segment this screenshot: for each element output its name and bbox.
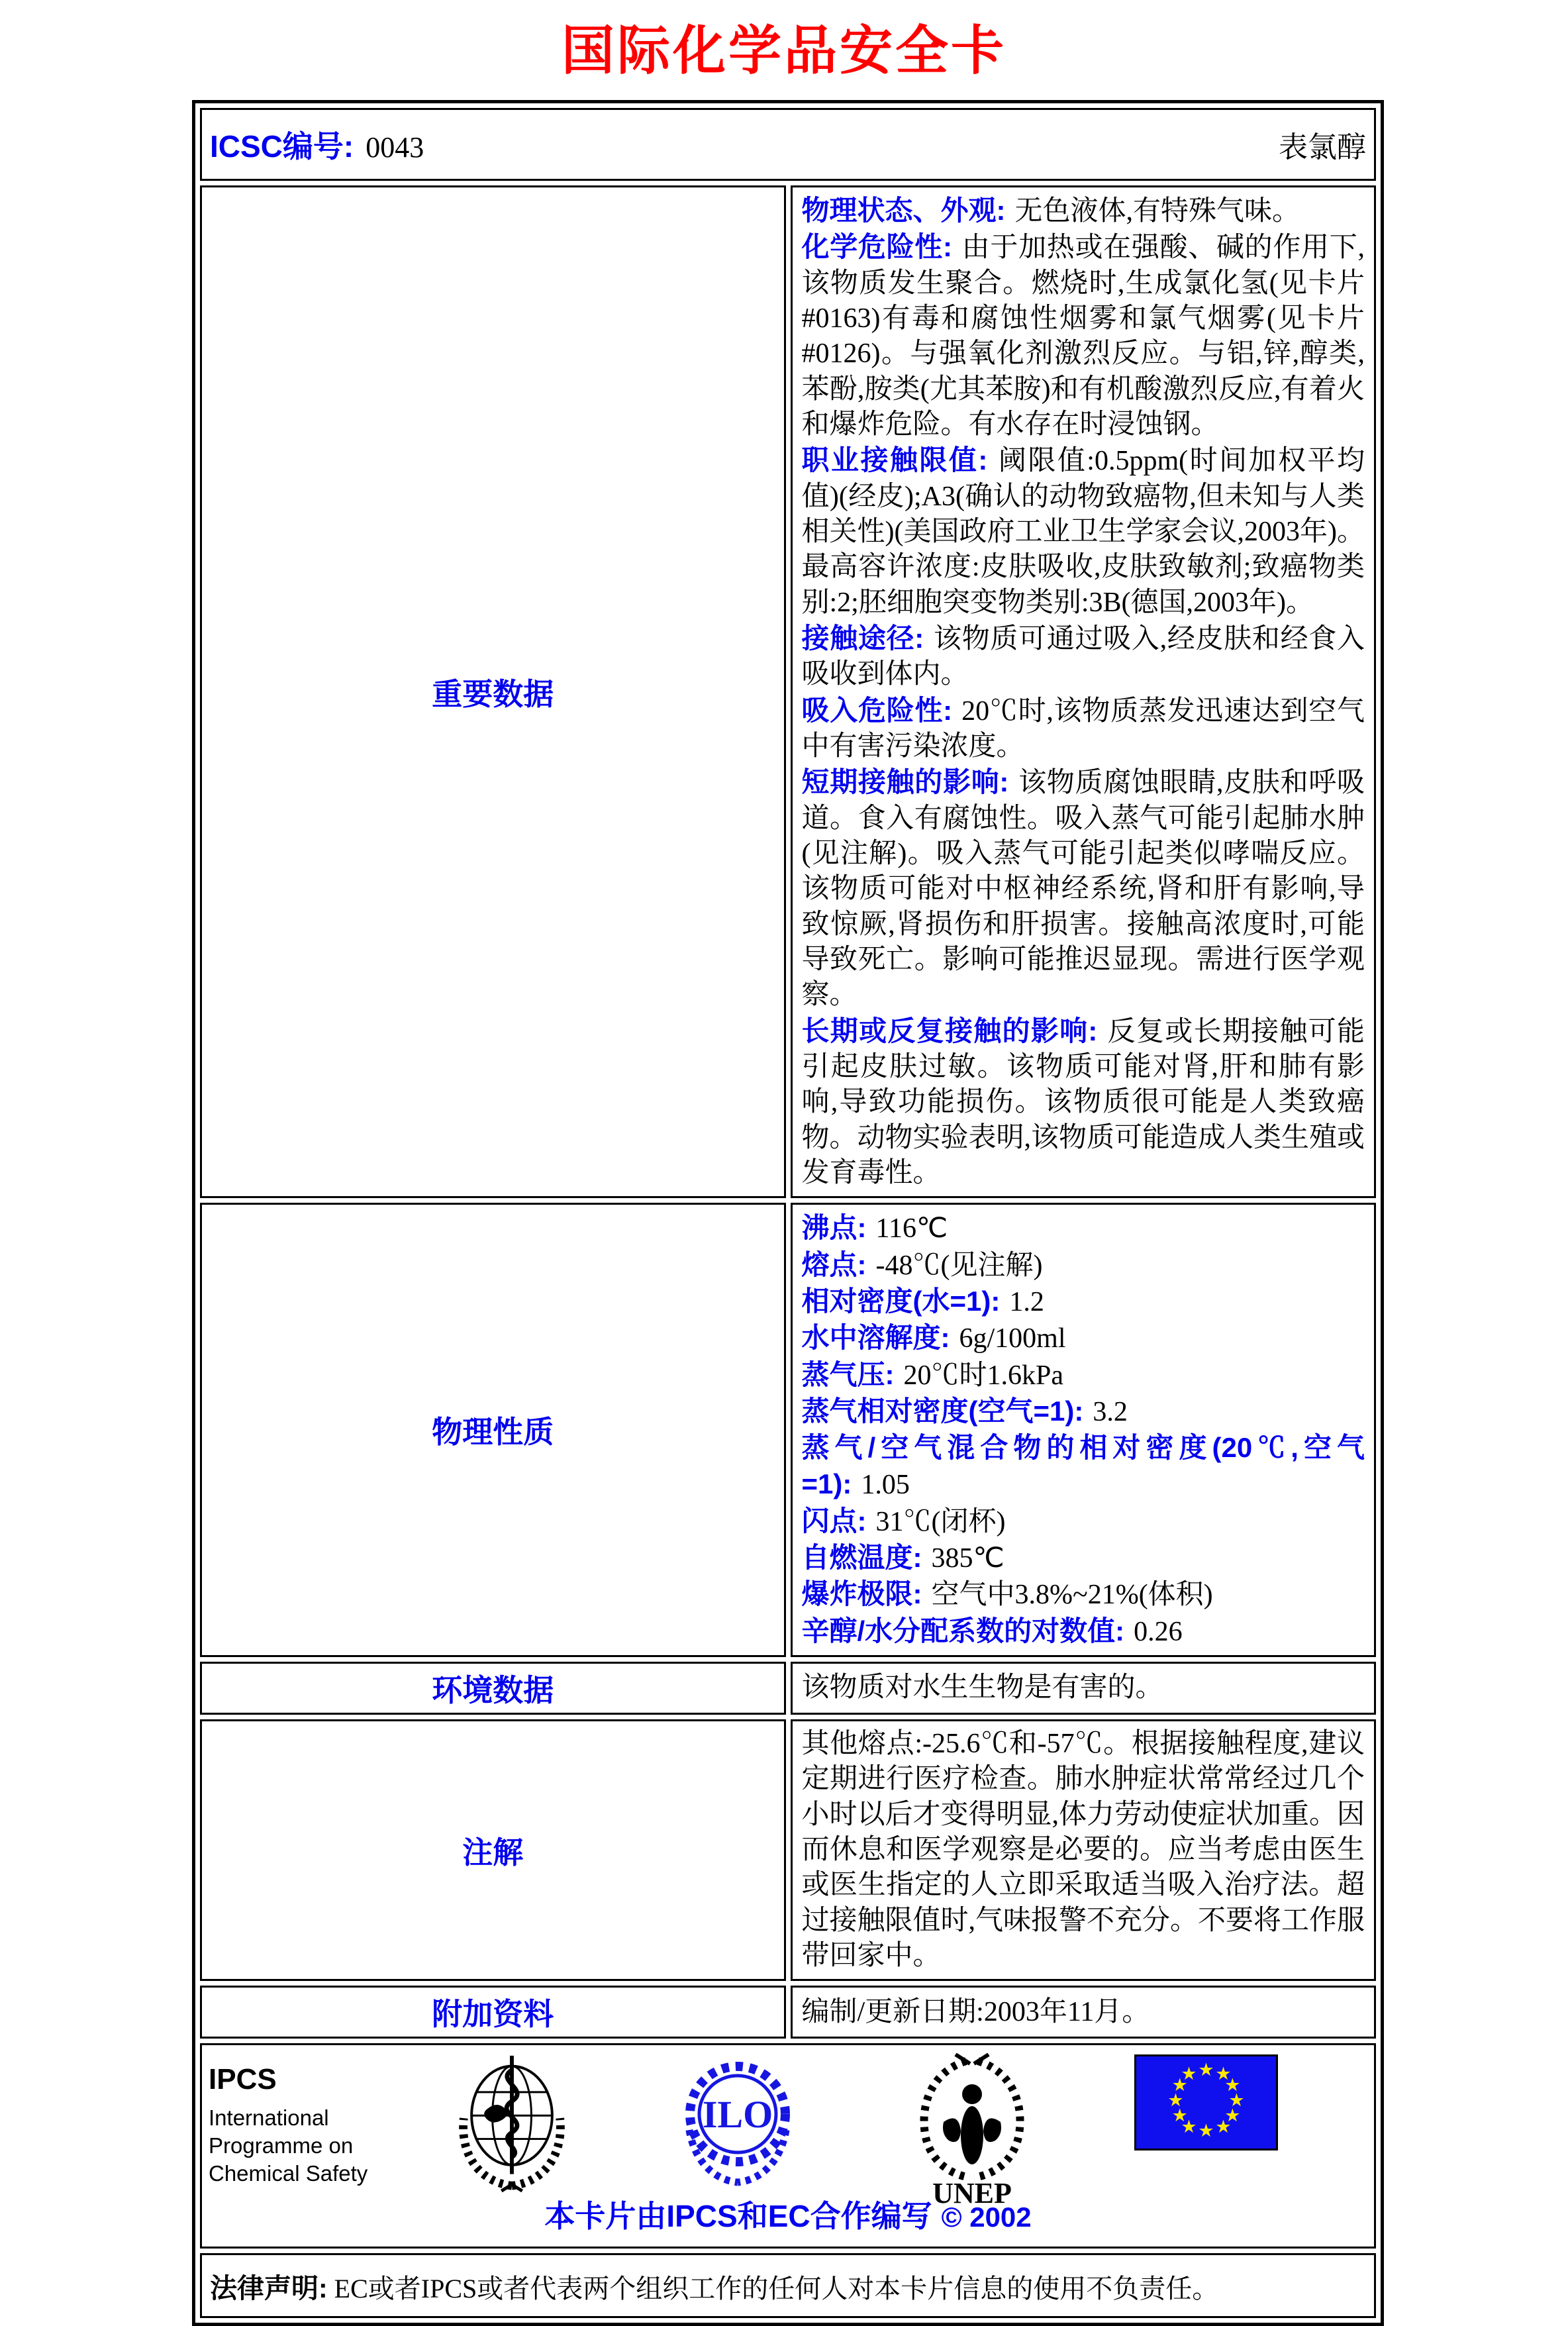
field-label: 化学危险性: [801, 231, 952, 263]
svg-text:★: ★ [1215, 2064, 1232, 2085]
icsc-number-value: 0043 [366, 131, 424, 164]
credit-line [209, 2192, 1367, 2236]
section-content-additional-information [791, 1986, 1377, 2039]
svg-text:★: ★ [1224, 2075, 1241, 2096]
legal-text: EC或者IPCS或者代表两个组织工作的任何人对本卡片信息的使用不负责任。 [334, 2273, 1219, 2303]
property-value: 6g/100ml [959, 1323, 1066, 1354]
property-value: 空气中3.8%~21%(体积) [931, 1580, 1213, 1611]
property-label: 沸点: [801, 1212, 867, 1244]
field-row [802, 764, 1365, 1013]
field-label: 接触途径: [801, 622, 924, 654]
section-label-environmental-data: 环境数据 [200, 1662, 786, 1715]
svg-text:★: ★ [1181, 2117, 1197, 2138]
field-value: 阈限值:0.5ppm(时间加权平均值)(经皮);A3(确认的动物致癌物,但未知与人类相关性)(美国政府工业卫生学家会议,2003年)。最高容许浓度:皮肤吸收,皮肤致敏剂;致癌物类别:2;胚细胞突变物类别:3B(德国,2003年)。 [801, 446, 1365, 618]
ipcs-text-block [209, 2064, 382, 2188]
legal-row [200, 2253, 1376, 2318]
section-label-important-data: 重要数据 [200, 185, 786, 1198]
field-label: 职业接触限值: [801, 444, 988, 476]
field-label: 物理状态、外观: [801, 195, 1006, 226]
svg-text:★: ★ [1198, 2121, 1214, 2142]
property-value: -48℃(见注解) [875, 1250, 1043, 1281]
section-label-physical-properties: 物理性质 [200, 1203, 786, 1657]
property-value: 31℃(闭杯) [875, 1506, 1006, 1537]
property-row [802, 1430, 1365, 1503]
property-label: 闪点: [801, 1505, 867, 1537]
property-label: 水中溶解度: [801, 1322, 950, 1354]
property-row [802, 1540, 1365, 1576]
property-label: 熔点: [801, 1248, 867, 1280]
property-label: 辛醇/水分配系数的对数值: [801, 1615, 1125, 1646]
logos-row [200, 2043, 1376, 2249]
property-row [802, 1576, 1365, 1613]
field-value: 20℃时,该物质蒸发迅速达到空气中有害污染浓度。 [801, 695, 1365, 762]
svg-text:★: ★ [1224, 2105, 1241, 2127]
property-label: 蒸气相对密度(空气=1): [801, 1395, 1084, 1427]
section-label-notes: 注解 [200, 1719, 786, 1981]
property-row [802, 1210, 1365, 1246]
field-label: 短期接触的影响: [801, 766, 1009, 798]
property-label: 自燃温度: [801, 1542, 922, 1574]
ipcs-acronym: IPCS [209, 2063, 277, 2096]
section-content-important-data [791, 185, 1377, 1198]
property-value: 0.26 [1134, 1616, 1183, 1647]
ipcs-subtitle-line3: Chemical Safety [209, 2161, 368, 2186]
property-label: 蒸气/空气混合物的相对密度(20℃,空气=1): [801, 1432, 1365, 1500]
property-label: 相对密度(水=1): [801, 1285, 1001, 1317]
svg-text:★: ★ [1167, 2090, 1184, 2111]
field-row [802, 193, 1365, 229]
property-value: 1.05 [861, 1470, 910, 1501]
field-label: 吸入危险性: [801, 694, 953, 726]
icsc-number-label: ICSC编号: [210, 129, 354, 164]
field-row [802, 693, 1365, 765]
field-row [802, 442, 1365, 621]
ilo-logo-text: ILO [702, 2093, 773, 2137]
field-row [802, 621, 1365, 693]
property-row [802, 1247, 1365, 1284]
additional-text: 编制/更新日期:2003年11月。 [801, 1996, 1150, 2027]
property-row [802, 1357, 1365, 1393]
property-value: 116℃ [875, 1213, 948, 1244]
page-title: 国际化学品安全卡 [562, 23, 1006, 81]
credit-text: 本卡片由IPCS和EC合作编写 [544, 2199, 932, 2234]
section-content-notes [791, 1719, 1377, 1981]
property-label: 爆炸极限: [801, 1578, 922, 1610]
chemical-name: 表氯醇 [1279, 131, 1366, 164]
property-value: 1.2 [1009, 1286, 1044, 1317]
svg-text:★: ★ [1198, 2060, 1214, 2081]
eu-flag-icon [1134, 2054, 1278, 2154]
section-label-additional-information: 附加资料 [200, 1986, 786, 2039]
notes-text: 其他熔点:-25.6℃和-57℃。根据接触程度,建议定期进行医疗检查。肺水肿症状常常经过几个小时以后才变得明显,体力劳动使症状加重。因而休息和医学观察是必要的。应当考虑由医生或医生指定的人立即采取适当吸入治疗法。超过接触限值时,气味报警不充分。不要将工作服带回家中。 [801, 1729, 1365, 1972]
field-value: 该物质腐蚀眼睛,皮肤和呼吸道。食入有腐蚀性。吸入蒸气可能引起肺水肿(见注解)。吸入蒸气可能引起类似哮喘反应。该物质可能对中枢神经系统,肾和肝有影响,导致惊厥,肾损伤和肝损害。接触高浓度时,可能导致死亡。影响可能推迟显现。需进行医学观察。 [801, 768, 1365, 1011]
ipcs-subtitle [209, 2104, 382, 2188]
property-row [802, 1503, 1365, 1540]
field-value: 无色液体,有特殊气味。 [1014, 196, 1300, 227]
property-row [802, 1284, 1365, 1320]
field-row [802, 1013, 1365, 1191]
copyright-text: © 2002 [941, 2201, 1032, 2233]
svg-text:★: ★ [1181, 2064, 1197, 2085]
ipcs-subtitle-line2: Programme on [209, 2133, 354, 2158]
field-value: 该物质可通过吸入,经皮肤和经食入吸收到体内。 [801, 623, 1365, 690]
ilo-logo-icon [676, 2053, 799, 2193]
ipcs-subtitle-line1: International [209, 2105, 329, 2130]
unep-logo-text: UNEP [932, 2177, 1012, 2207]
section-content-environmental-data [791, 1662, 1377, 1715]
property-value: 3.2 [1093, 1396, 1128, 1427]
who-logo-icon [448, 2053, 575, 2198]
svg-text:★: ★ [1171, 2105, 1188, 2127]
property-value: 385℃ [931, 1543, 1004, 1574]
unep-logo-icon [909, 2053, 1035, 2210]
environment-text: 该物质对水生生物是有害的。 [801, 1672, 1163, 1703]
property-label: 蒸气压: [801, 1358, 895, 1390]
svg-text:★: ★ [1215, 2117, 1232, 2138]
svg-text:★: ★ [1171, 2075, 1188, 2096]
card-header-row [200, 108, 1376, 181]
safety-card-table [192, 100, 1384, 2326]
field-label: 长期或反复接触的影响: [801, 1015, 1098, 1046]
section-content-physical-properties [791, 1203, 1377, 1657]
field-value: 由于加热或在强酸、碱的作用下,该物质发生聚合。燃烧时,生成氯化氢(见卡片#0163)有毒和腐蚀性烟雾和氯气烟雾(见卡片#0126)。与强氧化剂激烈反应。与铝,锌,醇类,苯酚,胺类(尤其苯胺)和有机酸激烈反应,有着火和爆炸危险。有水存在时浸蚀钢。 [801, 232, 1365, 440]
property-row [802, 1393, 1365, 1430]
organization-logos [209, 2053, 1367, 2207]
legal-label: 法律声明: [210, 2272, 328, 2303]
field-value: 反复或长期接触可能引起皮肤过敏。该物质可能对肾,肝和肺有影响,导致功能损伤。该物质很可能是人类致癌物。动物实验表明,该物质可能造成人类生殖或发育毒性。 [801, 1016, 1365, 1188]
property-value: 20℃时1.6kPa [903, 1360, 1064, 1391]
property-row [802, 1320, 1365, 1356]
svg-text:★: ★ [1228, 2090, 1245, 2111]
field-row [802, 229, 1365, 442]
property-row [802, 1613, 1365, 1650]
icsc-number-group [210, 123, 424, 166]
